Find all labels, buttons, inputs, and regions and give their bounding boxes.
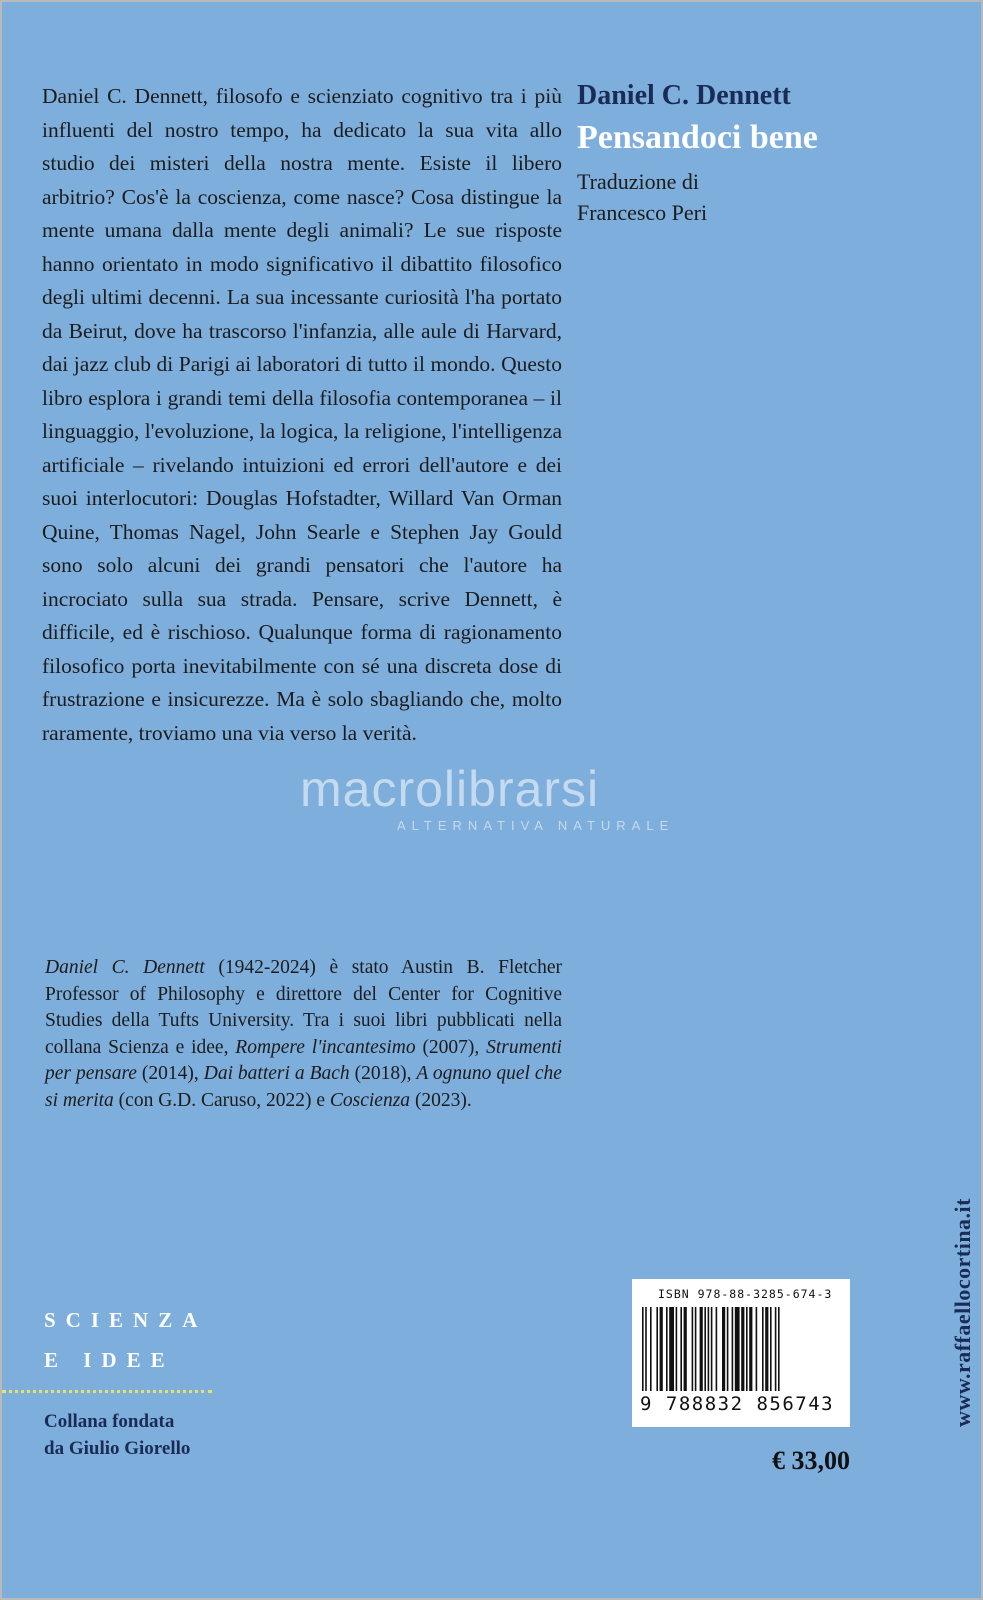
- author-name: Daniel C. Dennett: [577, 80, 791, 111]
- barcode-bar: [770, 1307, 772, 1391]
- bio-intro: (1942-2024) è stato Austin B. Fletcher Professor of Philosophy e direttore del Center for Cognitive Studies della Tufts University. Tra i suoi libri pubblicati nella collana Scienza e idee,: [45, 957, 562, 1058]
- watermark: [300, 760, 700, 840]
- barcode-bar: [700, 1307, 703, 1391]
- bio-text-5: (2023).: [410, 1089, 472, 1111]
- series-founder: [44, 1408, 190, 1462]
- watermark-tagline: ALTERNATIVA NATURALE: [397, 818, 675, 833]
- barcode-bar: [692, 1307, 694, 1391]
- bio-author-name: Daniel C. Dennett: [45, 957, 205, 978]
- barcode-bar: [732, 1307, 734, 1391]
- barcode-bars-icon: [640, 1307, 842, 1391]
- dotted-divider: [2, 1390, 212, 1393]
- barcode-bar: [727, 1307, 729, 1391]
- blurb-text: Daniel C. Dennett, filosofo e scienziato cognitivo tra i più influenti del nostro tempo, ha dedicato la sua vita allo studio dei misteri della nostra mente. Esiste il libero arbitrio? Cos'è la coscienza, come nasce? Cosa distingue la mente umana dalla mente degli animali? Le sue risposte hanno orientato in modo significativo il dibattito filosofico degli ultimi decenni. La sua incessante curiosità l'ha portato da Beirut, dove ha trascorso l'infanzia, alle aule di Harvard, dai jazz club di Parigi ai laboratori di tutto il mondo. Questo libro esplora i grandi temi della filosofia contemporanea – il linguaggio, l'evoluzione, la logica, la religione, l'intelligenza artificiale – rivelando intuizioni ed errori dell'autore e dei suoi interlocutori: Douglas Hofstadter, Willard Van Orman Quine, Thomas Nagel, John Searle e Stephen Jay Gould sono solo alcuni dei grandi pensatori che l'autore ha incrociato sulla sua strada. Pensare, scrive Dennett, è difficile, ed è rischioso. Qualunque forma di ragionamento filosofico porta inevitabilmente con sé una discreta dose di frustrazione e insicurezze. Ma è solo sbagliando che, molto raramente, troviamo una via verso la verità.: [42, 84, 562, 745]
- barcode-bar: [684, 1307, 687, 1391]
- translator-name: Francesco Peri: [577, 200, 708, 225]
- barcode-bar: [756, 1307, 758, 1391]
- series-line-1: SCIENZA: [44, 1308, 208, 1332]
- barcode-bar: [749, 1307, 752, 1391]
- series-founder-line-2: da Giulio Giorello: [44, 1438, 191, 1459]
- translator-credit: [577, 166, 707, 228]
- series-line-2: E IDEE: [44, 1348, 175, 1372]
- barcode-bar: [650, 1307, 652, 1391]
- barcode-bar: [765, 1307, 768, 1391]
- barcode-bar: [695, 1307, 697, 1391]
- barcode-bar: [722, 1307, 725, 1391]
- barcode-bar: [778, 1307, 780, 1391]
- series-name: [44, 1300, 207, 1380]
- barcode-bar: [775, 1307, 777, 1391]
- bio-book-1: Rompere l'incantesimo: [235, 1036, 416, 1058]
- barcode-bar: [704, 1307, 706, 1391]
- barcode-bar: [676, 1307, 678, 1391]
- price: € 33,00: [772, 1446, 850, 1475]
- barcode-bar: [735, 1307, 740, 1391]
- book-title: Pensandoci bene: [577, 119, 818, 156]
- translator-label: Traduzione di: [577, 169, 700, 194]
- bio-book-3: Dai batteri a Bach: [203, 1063, 350, 1084]
- barcode-bar: [669, 1307, 674, 1391]
- bio-text-4: (con G.D. Caruso, 2022) e: [113, 1089, 330, 1111]
- bio-text-2: (2014),: [136, 1063, 204, 1084]
- series-founder-line-1: Collana fondata: [44, 1411, 175, 1432]
- barcode-bar: [708, 1307, 710, 1391]
- bio-book-2: Strumenti per pensare: [45, 1036, 562, 1084]
- barcode-bar: [642, 1307, 644, 1391]
- author-bio: [45, 955, 562, 1114]
- barcode-number: 9 788832 856743: [640, 1393, 835, 1415]
- barcode-bar: [746, 1307, 748, 1391]
- barcode-bar: [645, 1307, 647, 1391]
- bio-text-1: (2007),: [415, 1036, 487, 1058]
- publisher-website: www.raffaellocortina.it: [950, 1198, 975, 1427]
- watermark-logo: macrolibrarsi: [300, 761, 600, 817]
- barcode-bar: [762, 1307, 764, 1391]
- isbn-label: ISBN 978-88-3285-674-3: [658, 1287, 833, 1301]
- bio-book-4: A ognuno quel che si merita: [45, 1063, 562, 1111]
- barcode-bar: [716, 1307, 718, 1391]
- bio-book-5: Coscienza: [329, 1089, 411, 1111]
- bio-text-3: (2018),: [349, 1063, 417, 1084]
- barcode-bar: [711, 1307, 713, 1391]
- barcode-bar: [656, 1307, 658, 1391]
- barcode-bar: [666, 1307, 668, 1391]
- barcode-bar: [660, 1307, 663, 1391]
- barcode-bar: [741, 1307, 744, 1391]
- barcode: [632, 1279, 850, 1427]
- barcode-bar: [680, 1307, 682, 1391]
